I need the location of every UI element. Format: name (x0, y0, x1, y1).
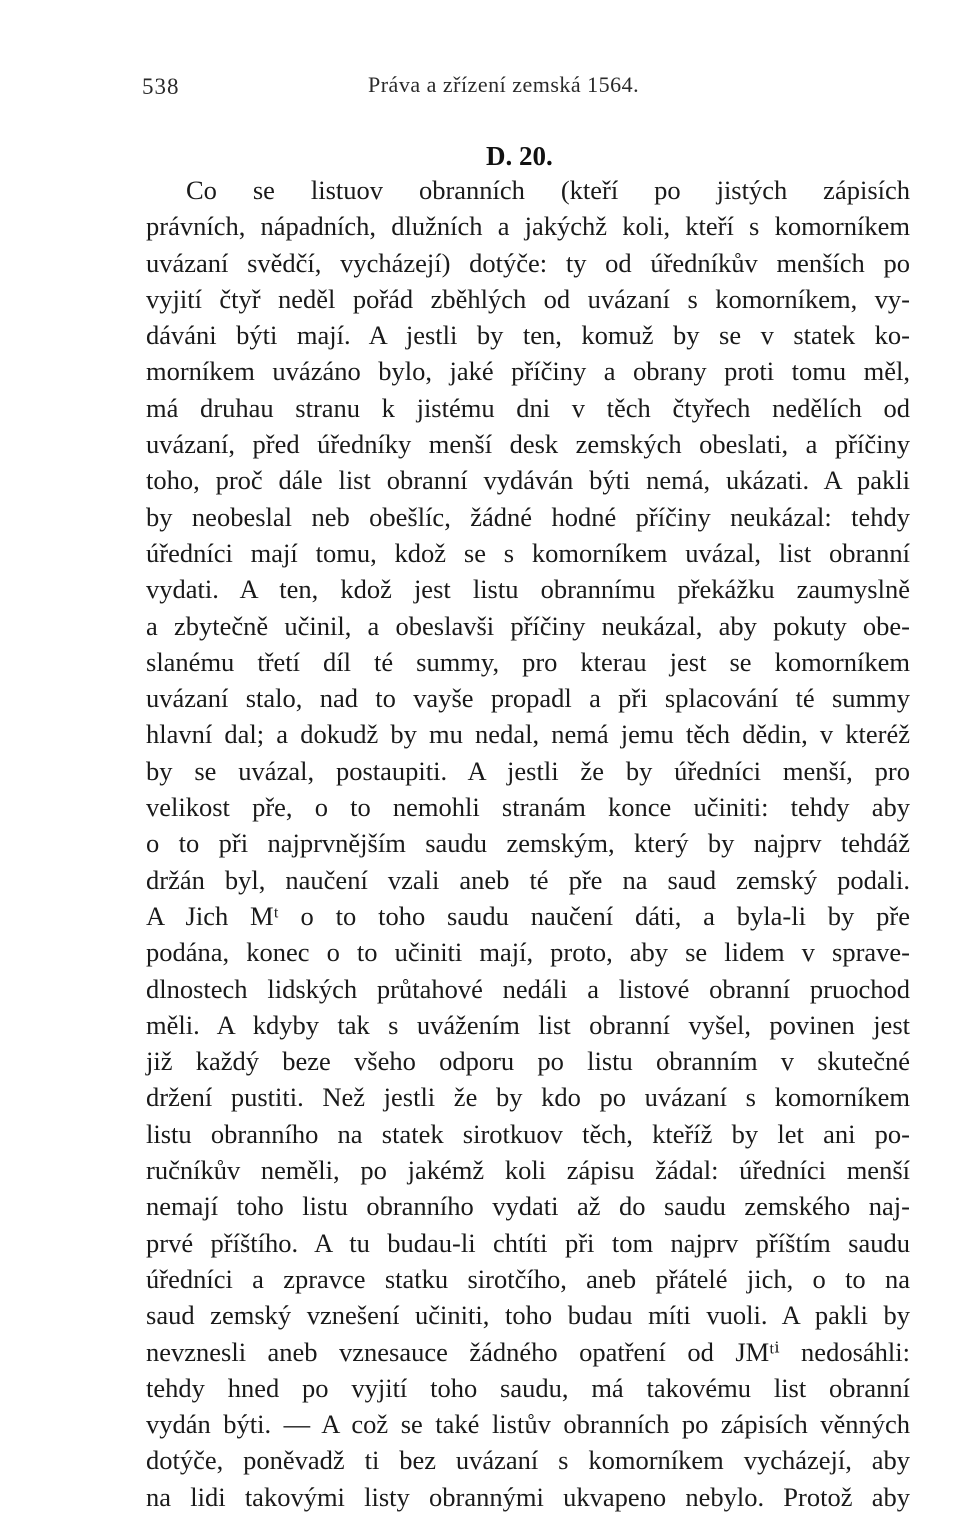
text-line: morníkem uvázáno bylo, jaké příčiny a obrany proti tomu měl, (146, 356, 910, 387)
text-line: ručníkův neměli, po jakémž koli zápisu žádal: úředníci menší (146, 1155, 910, 1186)
section-heading: D. 20. (486, 141, 553, 171)
running-title: Práva a zřízení zemská 1564. (368, 72, 640, 97)
text-line: již každý beze všeho odporu po listu obranním v skutečné (146, 1046, 910, 1077)
text-line: tehdy hned po vyjití toho saudu, má takovému list obranní (146, 1372, 910, 1403)
text-line: A Jich Mᵗ o to toho saudu naučení dáti, a byla-li by pře (146, 900, 910, 931)
text-line: uvázaní stalo, nad to vayše propadl a při splacování té summy (146, 683, 910, 714)
text-line: vydán býti. — A což se také listův obranních po zápisích věnných (146, 1409, 910, 1440)
text-line: hlavní dal; a dokudž by mu nedal, nemá jemu těch dědin, v kteréž (146, 719, 910, 750)
text-line: by neobeslal neb obešlíc, žádné hodné příčiny neukázal: tehdy (146, 501, 910, 532)
text-line: právních, nápadních, dlužních a jakýchž koli, kteří s komorníkem (146, 211, 910, 242)
text-line: o to při najprvnějším saudu zemským, který by najprv tehdáž (146, 828, 910, 859)
text-line: dlnostech lidských průtahové nedáli a listové obranní pruochod (146, 973, 910, 1004)
text-line: Co se listuov obranních (kteří po jistých zápisích (186, 175, 910, 205)
text-line: vyjití čtyř neděl pořád zběhlých od uvázaní s komorníkem, vy- (146, 283, 910, 314)
text-line: nemají toho listu obranního vydati až do saudu zemského naj- (146, 1191, 910, 1222)
text-line: měli. A kdyby tak s uvážením list obranní vyšel, povinen jest (146, 1009, 910, 1040)
text-line: toho, proč dále list obranní vydáván býti nemá, ukázati. A pakli (146, 465, 910, 496)
text-line: slanému třetí díl té summy, pro kterau jest se komorníkem (146, 646, 910, 677)
text-line: nevznesli aneb vznesauce žádného opatření od JMᵗⁱ nedosáhli: (146, 1336, 910, 1367)
text-line: uvázaní, před úředníky menší desk zemských obeslati, a příčiny (146, 429, 910, 460)
text-line: vydati. A ten, kdož jest listu obrannímu překážku zaumyslně (146, 574, 910, 605)
text-line: dotýče, poněvadž ti bez uvázaní s komorníkem vycházejí, aby (146, 1445, 910, 1476)
text-line: na lidi takovými listy obrannými ukvapeno nebylo. Protož aby (146, 1481, 910, 1512)
text-line: držán byl, naučení vzali aneb té pře na saud zemský podali. (146, 864, 910, 895)
text-line: listu obranního na statek sirotkuov těch, kteříž by let ani po- (146, 1118, 910, 1149)
text-line: a zbytečně učinil, a obeslavši příčiny neukázal, aby pokuty obe- (146, 610, 910, 641)
text-line: uvázaní svědčí, vycházejí) dotýče: ty od úředníkův menších po (146, 247, 910, 278)
text-line: saud zemský vznešení učiniti, toho budau míti vuoli. A pakli by (146, 1300, 910, 1331)
text-line: podána, konec o to učiniti mají, proto, aby se lidem v sprave- (146, 937, 910, 968)
text-line: úředníci a zpravce statku sirotčího, aneb přátelé jich, o to na (146, 1263, 910, 1294)
body-text (146, 172, 910, 1515)
text-line: úředníci mají tomu, kdož se s komorníkem uvázal, list obranní (146, 537, 910, 568)
text-line: prvé příštího. A tu budau-li chtíti při tom najprv příštím saudu (146, 1227, 910, 1258)
page-number: 538 (142, 74, 180, 99)
text-line: dáváni býti mají. A jestli by ten, komuž by se v statek ko- (146, 320, 910, 351)
text-line: velikost pře, o to nemohli stranám konce učiniti: tehdy aby (146, 792, 910, 823)
text-line: by se uvázal, postaupiti. A jestli že by úředníci menší, pro (146, 755, 910, 786)
text-line: má druhau stranu k jistému dni v těch čtyřech nedělích od (146, 392, 910, 423)
text-line: držení pustiti. Než jestli že by kdo po uvázaní s komorníkem (146, 1082, 910, 1113)
